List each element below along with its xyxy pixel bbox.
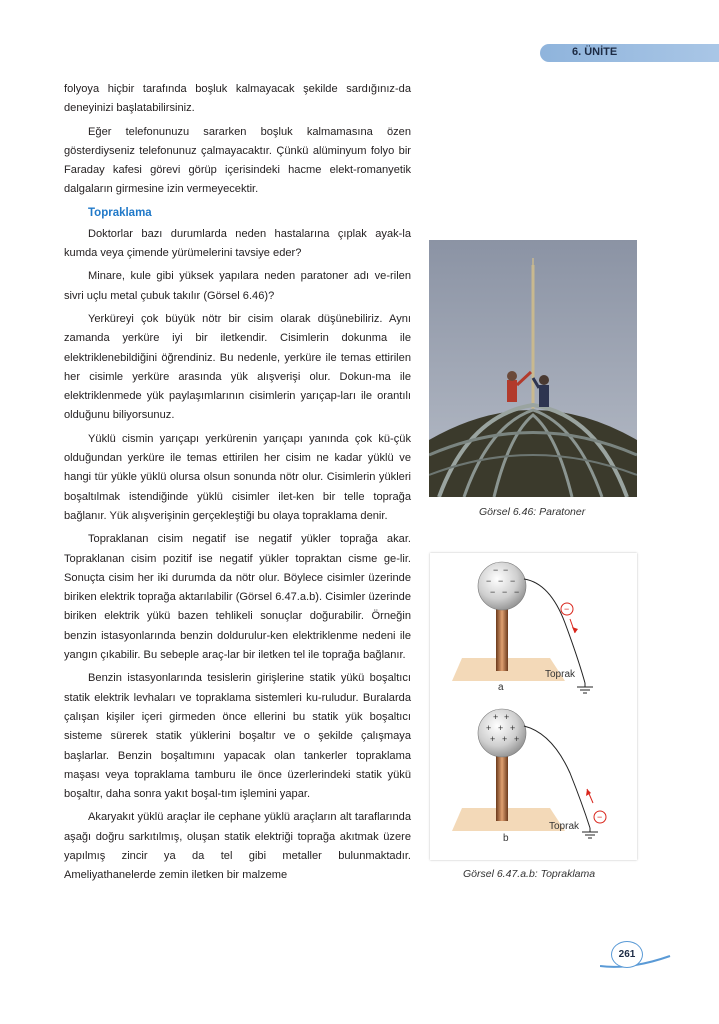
charge-sign: + (514, 734, 520, 744)
charge-sign: + (504, 712, 510, 722)
paragraph: Benzin istasyonlarında tesislerin girişlerine statik yükü boşaltıcı statik elektrik levhaları ve topraklama sistemleri ku-ruludur. Buralarda çalışan kişiler içeri girmeden önce ellerini bu statik yük boşaltıcı sisteme sürerek statik yüklerini boşaltır ve o şekilde çalışmaya başlarlar. Benzin boşaltımını yapacak olan tankerler topraklama maşası veya topraklama tamburu ile önce üzerlerindeki statik yükü boşaltır, daha sonra yakıt boşal-tım işlemini yapar. (64, 672, 411, 801)
charge-sign: + (502, 734, 508, 744)
charge-sign: − (564, 604, 570, 614)
charge-sign: + (490, 734, 496, 744)
charge-sign: − (493, 565, 499, 575)
figure-caption: Görsel 6.46: Paratoner (479, 506, 586, 518)
charge-sign: − (502, 587, 508, 597)
paragraph: Yüklü cismin yarıçapı yerkürenin yarıçapı yanında çok kü-çük olduğundan yerküre ile temas ettirilen her cisim ne kadar yüklü ve hangi tür yükle yüklü olursa olsun sonunda nötr olur. Cisimlerin yükleri boşaltılmak istendiğinde yüklü cisimler ilet-ken bir telle toprağa bağlanır. Yük alışverişinin gerçekleştiği bu olaya topraklama denir. (64, 432, 411, 522)
label-b: b (503, 833, 509, 844)
figure-caption: Görsel 6.47.a.b: Topraklama (463, 868, 596, 880)
paragraph: Eğer telefonunuzu sararken boşluk kalmamasına özen gösterdiyseniz telefonunuz çalmayacaktır. Çünkü alüminyum folyo bir Faraday kafesi görevi görüp içerisindeki hacme elekt-romanyetik dalgaların girmesine izin vermeyecektir. (64, 125, 411, 196)
charge-sign: − (490, 587, 496, 597)
charge-sign: + (493, 712, 499, 722)
charge-sign: − (514, 587, 520, 597)
diagram-a (452, 562, 593, 693)
charge-sign: − (510, 576, 516, 586)
charge-sign: − (503, 565, 509, 575)
charge-sign: + (486, 723, 492, 733)
unit-label: 6. ÜNİTE (572, 46, 618, 58)
label-a: a (498, 682, 504, 693)
diagram-b (452, 709, 606, 844)
paragraph: Yerküreyi çok büyük nötr bir cisim olarak düşünebiliriz. Aynı zamanda yerküre iyi bir iletkendir. Cisimlerin dokunma ile elektriklenebildiğini öğrendiniz. Bu nedenle, yerküre ile temas ettirilen her cisimle yerküre arasında yük alışverişi olur. Dokun-ma ile elektriklenmede yük paylaşımlarının cisimlerin yarıçap-ları ile orantılı olduğunu biliyorsunuz. (64, 312, 411, 422)
charge-sign: + (510, 723, 516, 733)
grounding-diagram (430, 553, 637, 860)
charge-sign: − (486, 576, 492, 586)
paragraph: Topraklanan cisim negatif ise negatif yükler toprağa akar. Topraklanan cisim pozitif ise negatif yükler topraktan cisme ge-lir. Sonuçta cisim her iki durumda da nötr olur. Böylece cisimler üzerinde biriken elektrik toprağa aktarılabilir (Görsel 6.47.a.b). Cisimler üzerinde biriken elektrik yükü bazen tehlikeli sonuçlar doğurabilir. Örneğin benzin istasyonlarında benzin doldurulur-ken elektriklenme nedeni ile yangın çıkabilir. Bu sebeple araç-lar bir iletken tel ile toprağa bağlanır. (64, 533, 411, 662)
section-heading: Topraklama (88, 206, 152, 219)
main-text-column (64, 80, 411, 890)
charge-sign: − (597, 812, 603, 822)
charge-sign: + (498, 723, 504, 733)
paragraph: Minare, kule gibi yüksek yapılara neden paratoner adı ve-rilen sivri uçlu metal çubuk takılır (Görsel 6.46)? (64, 270, 411, 302)
charge-sign: − (498, 576, 504, 586)
paragraph: folyoya hiçbir tarafında boşluk kalmayacak şekilde sardığınız-da deneyinizi başlatabilirsiniz. (64, 83, 411, 115)
paragraph: Doktorlar bazı durumlarda neden hastalarına çıplak ayak-la kumda veya çimende yürümelerini tavsiye eder? (64, 227, 411, 260)
unit-tab (540, 44, 719, 62)
page-number: 261 (611, 941, 643, 968)
ground-label-a: Toprak (545, 669, 576, 680)
paragraph: Akaryakıt yüklü araçlar ile cephane yüklü araçların alt taraflarında aşağı doğru sarkıtılmış, oluşan statik elektriği toprağa akıtmak üzere yapılmış zincir ya da tel gibi metaller bulunmaktadır. Ameliyathanelerde zemin iletken bir malzeme (64, 811, 411, 882)
ground-label-b: Toprak (549, 821, 580, 832)
lightning-rod-photo (429, 240, 637, 497)
